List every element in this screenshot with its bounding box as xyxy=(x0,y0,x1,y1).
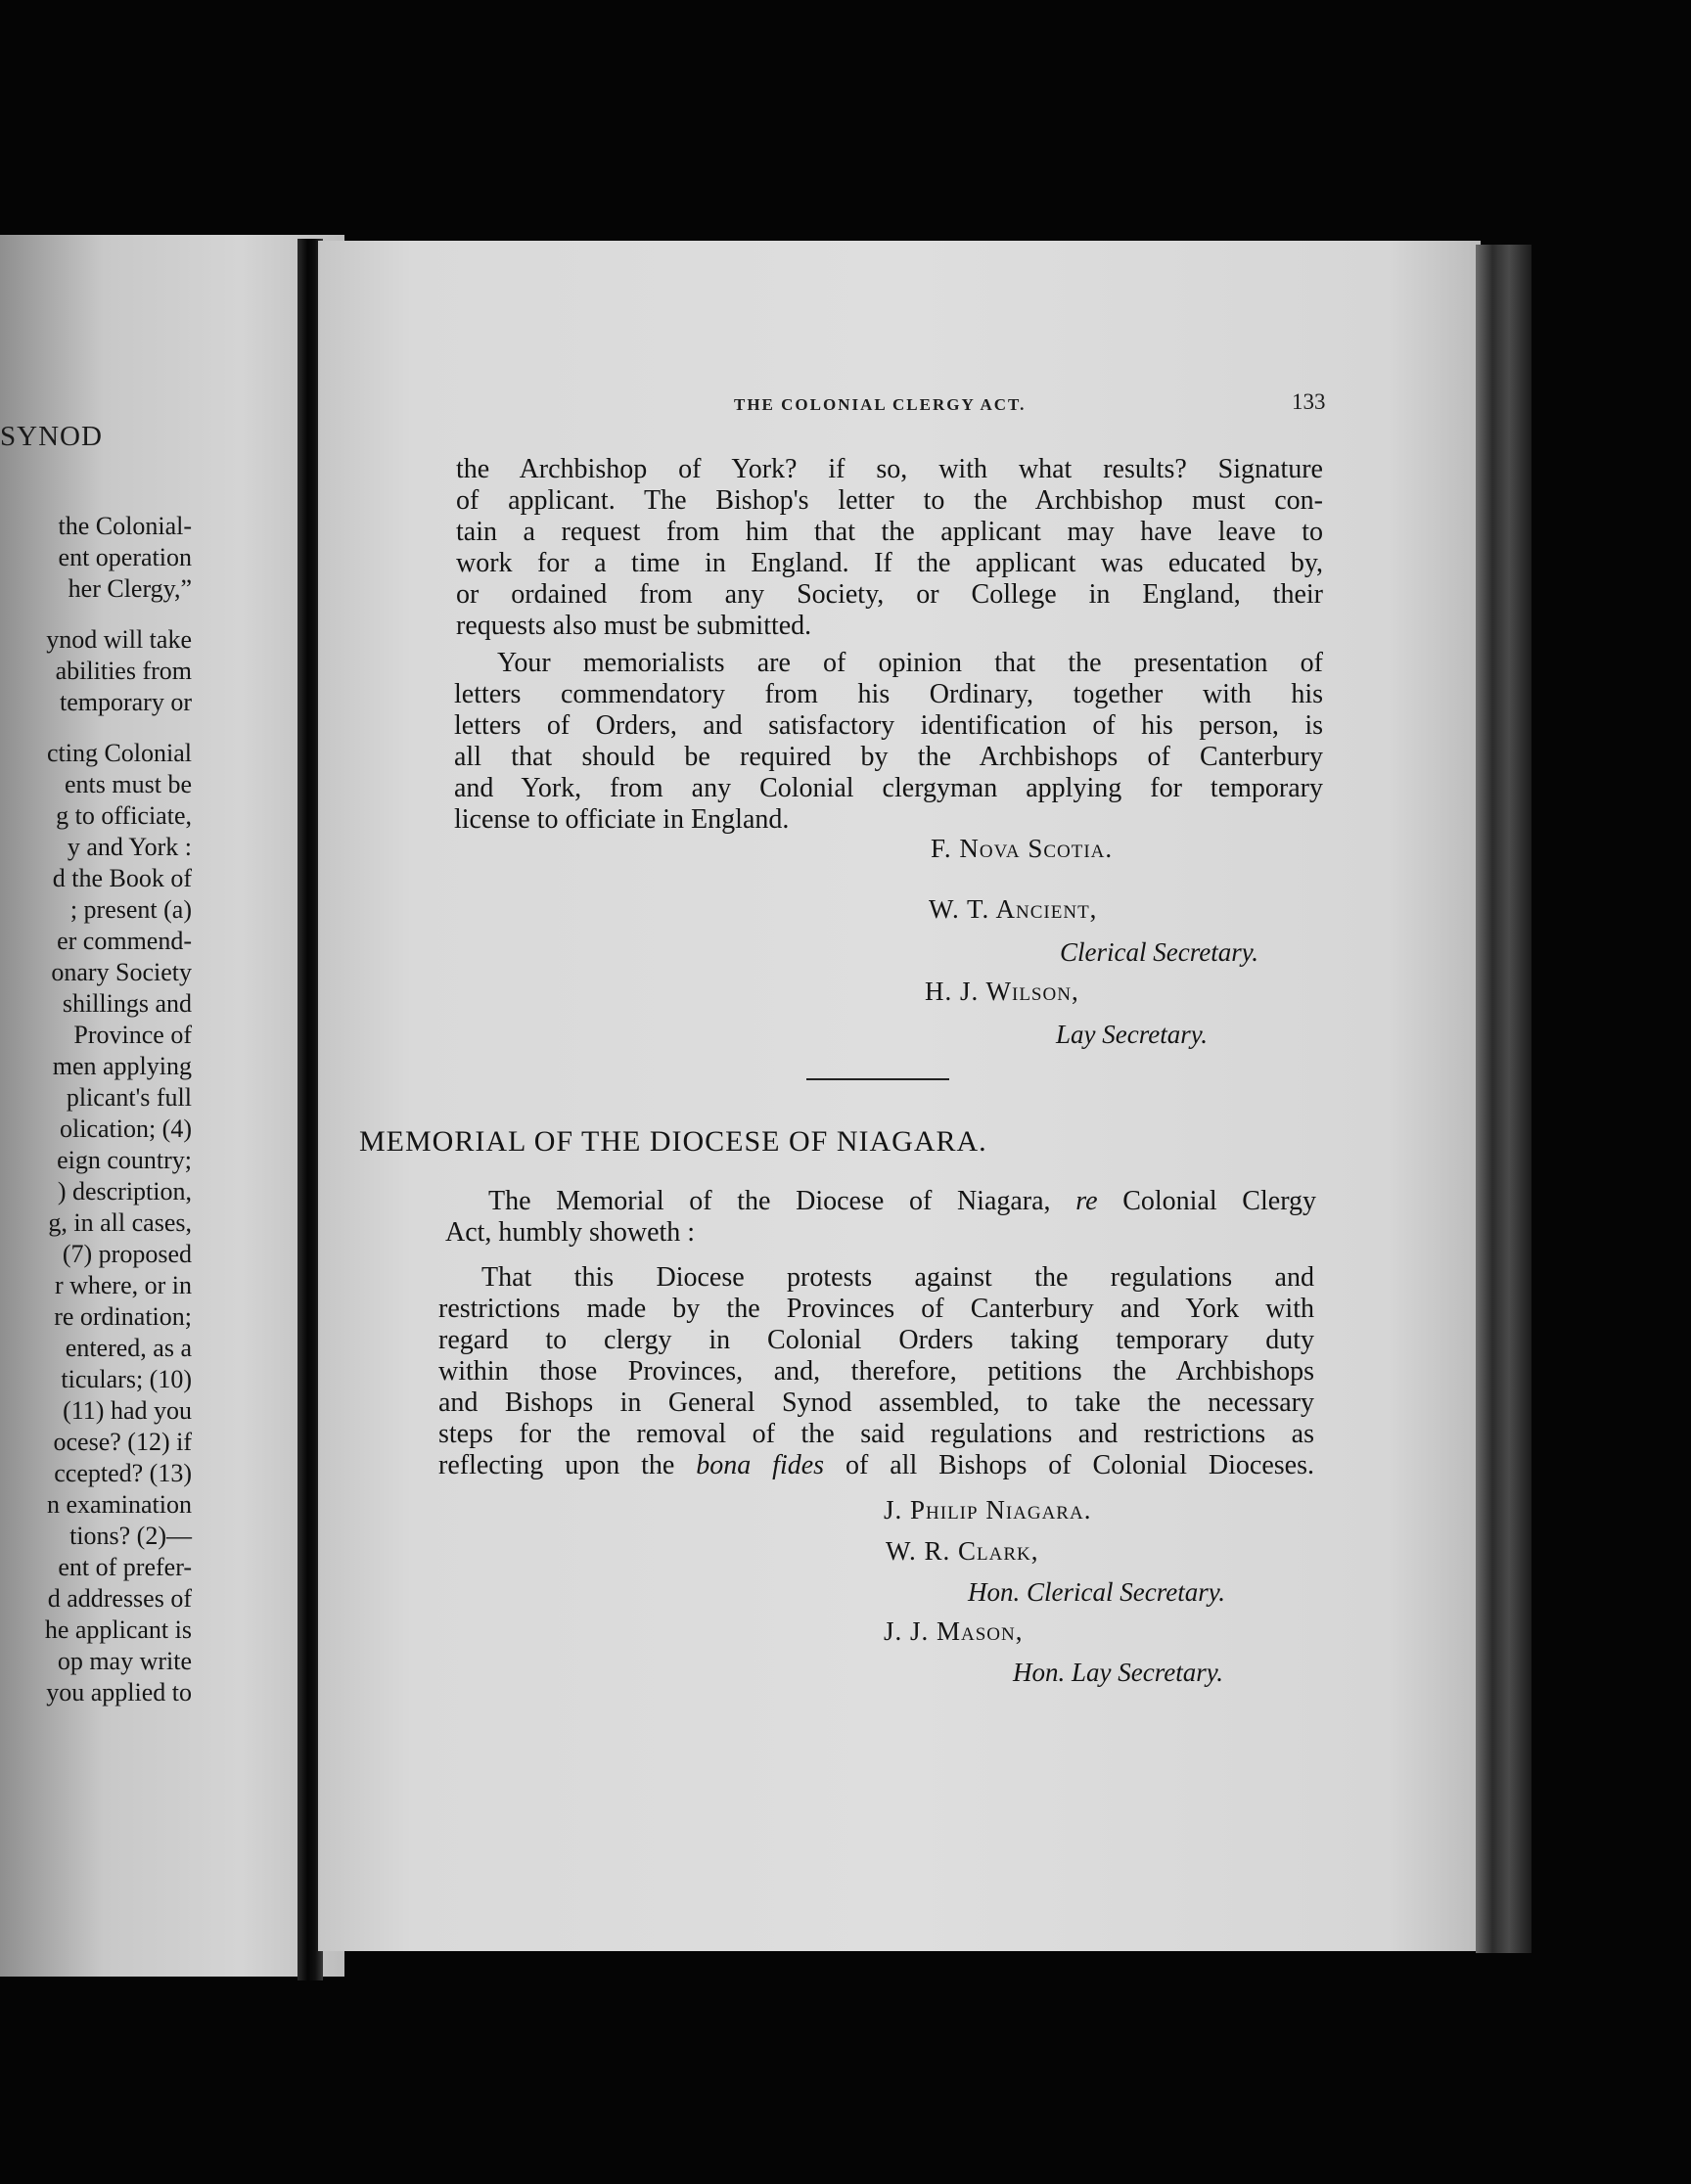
text-line: of applicant. The Bishop's letter to the Archbishop must con- xyxy=(456,485,1323,516)
left-text-line: ccepted? (13) xyxy=(54,1459,192,1487)
left-text-line: er commend- xyxy=(57,927,192,955)
left-text-line: the Colonial- xyxy=(58,512,192,540)
left-text-line: entered, as a xyxy=(65,1334,192,1362)
text-line: steps for the removal of the said regulations and restrictions as xyxy=(438,1419,1314,1449)
text-span: Colonial Clergy xyxy=(1122,1186,1317,1216)
running-head: THE COLONIAL CLERGY ACT. xyxy=(734,395,1027,414)
page-number: 133 xyxy=(1292,389,1326,414)
left-text-line: ents must be xyxy=(65,770,192,798)
left-text-line: plicant's full xyxy=(66,1083,192,1112)
signature-ancient: W. T. Ancient, xyxy=(929,894,1098,924)
text-line: letters of Orders, and satisfactory identification of his person, is xyxy=(454,710,1323,741)
text-line: letters commendatory from his Ordinary, together with his xyxy=(454,679,1323,709)
text-span: reflecting upon the xyxy=(438,1450,675,1480)
text-line: tain a request from him that the applicant may have leave to xyxy=(456,517,1323,547)
left-text-line: tions? (2)— xyxy=(69,1522,192,1550)
signature-mason: J. J. Mason, xyxy=(884,1616,1024,1646)
text-line: Act, humbly showeth : xyxy=(445,1217,696,1248)
left-text-line: you applied to xyxy=(46,1678,192,1706)
left-text-line: ent of prefer- xyxy=(58,1553,192,1581)
text-line: requests also must be submitted. xyxy=(456,611,812,641)
text-span-italic: bona fides xyxy=(696,1450,825,1480)
left-text-line: (11) had you xyxy=(63,1396,192,1425)
left-text-line: r where, or in xyxy=(54,1271,192,1299)
left-text-line: ynod will take xyxy=(46,625,192,654)
left-text-line: abilities from xyxy=(55,657,192,685)
left-text-line: onary Society xyxy=(51,958,192,986)
text-line: within those Provinces, and, therefore, petitions the Archbishops xyxy=(438,1356,1314,1387)
line-gap xyxy=(0,605,192,624)
left-text-line: Province of xyxy=(73,1021,192,1049)
text-line: Your memorialists are of opinion that the presentation of xyxy=(497,648,1323,678)
text-line: or ordained from any Society, or College in England, their xyxy=(456,579,1323,610)
text-line: the Archbishop of York? if so, with what results? Signature xyxy=(456,454,1323,484)
left-text-line: temporary or xyxy=(59,688,192,716)
left-text-line: n examination xyxy=(46,1490,192,1519)
left-text-line: cting Colonial xyxy=(46,739,192,767)
signature-nova-scotia: F. Nova Scotia. xyxy=(931,834,1114,863)
paragraph-application-requirements xyxy=(456,454,1323,642)
left-text-line: g, in all cases, xyxy=(48,1208,192,1237)
text-line: and Bishops in General Synod assembled, to take the necessary xyxy=(438,1388,1314,1418)
left-text-line: olication; (4) xyxy=(59,1115,192,1143)
left-text-line: he applicant is xyxy=(44,1615,192,1644)
left-text-line: g to officiate, xyxy=(56,801,192,830)
signature-mason-role: Hon. Lay Secretary. xyxy=(1013,1658,1223,1687)
text-line xyxy=(445,1186,1316,1217)
signature-niagara: J. Philip Niagara. xyxy=(884,1495,1092,1524)
text-line: and York, from any Colonial clergyman applying for temporary xyxy=(454,773,1323,803)
left-text-line: ; present (a) xyxy=(69,895,192,924)
left-page-text xyxy=(0,511,192,1708)
text-line: regard to clergy in Colonial Orders taking temporary duty xyxy=(438,1325,1314,1355)
left-text-line: ticulars; (10) xyxy=(61,1365,192,1393)
signature-wilson-role: Lay Secretary. xyxy=(1056,1020,1208,1049)
memorial-title: MEMORIAL OF THE DIOCESE OF NIAGARA. xyxy=(359,1125,987,1158)
paragraph-diocese-protest xyxy=(438,1262,1314,1481)
book-page-edge xyxy=(1476,245,1531,1953)
section-divider xyxy=(806,1078,949,1080)
left-text-line: d the Book of xyxy=(52,864,192,892)
text-line: work for a time in England. If the applicant was educated by, xyxy=(456,548,1323,578)
signature-clark-role: Hon. Clerical Secretary. xyxy=(968,1577,1225,1607)
left-text-line: re ordination; xyxy=(54,1302,192,1331)
left-text-line: her Clergy,” xyxy=(68,574,192,603)
left-text-line: ocese? (12) if xyxy=(53,1428,192,1456)
left-text-line: shillings and xyxy=(62,989,192,1018)
signature-ancient-role: Clerical Secretary. xyxy=(1060,937,1258,967)
text-span: of all Bishops of Colonial Dioceses. xyxy=(845,1450,1314,1480)
paragraph-memorialists-opinion xyxy=(454,648,1323,836)
left-text-line: eign country; xyxy=(57,1146,192,1174)
signature-wilson: H. J. Wilson, xyxy=(925,977,1079,1006)
left-text-line: ) description, xyxy=(57,1177,192,1206)
left-text-line: men applying xyxy=(52,1052,192,1080)
left-page-heading: SYNOD xyxy=(0,421,103,452)
right-page xyxy=(318,241,1481,1951)
text-line xyxy=(438,1450,1314,1481)
left-text-line: d addresses of xyxy=(47,1584,192,1613)
left-text-line: (7) proposed xyxy=(62,1240,192,1268)
text-line: license to officiate in England. xyxy=(454,804,790,835)
paragraph-memorial-intro xyxy=(445,1186,1316,1249)
text-span-italic: re xyxy=(1075,1186,1098,1216)
text-span: The Memorial of the Diocese of Niagara, xyxy=(488,1186,1051,1216)
text-line: all that should be required by the Archbishops of Canterbury xyxy=(454,742,1323,772)
line-gap xyxy=(0,718,192,738)
left-text-line: ent operation xyxy=(58,543,192,571)
text-line: restrictions made by the Provinces of Canterbury and York with xyxy=(438,1294,1314,1324)
left-text-line: op may write xyxy=(57,1647,192,1675)
signature-clark: W. R. Clark, xyxy=(886,1536,1039,1566)
left-text-line: y and York : xyxy=(67,833,192,861)
left-page xyxy=(0,235,344,1977)
text-line: That this Diocese protests against the regulations and xyxy=(481,1262,1314,1293)
